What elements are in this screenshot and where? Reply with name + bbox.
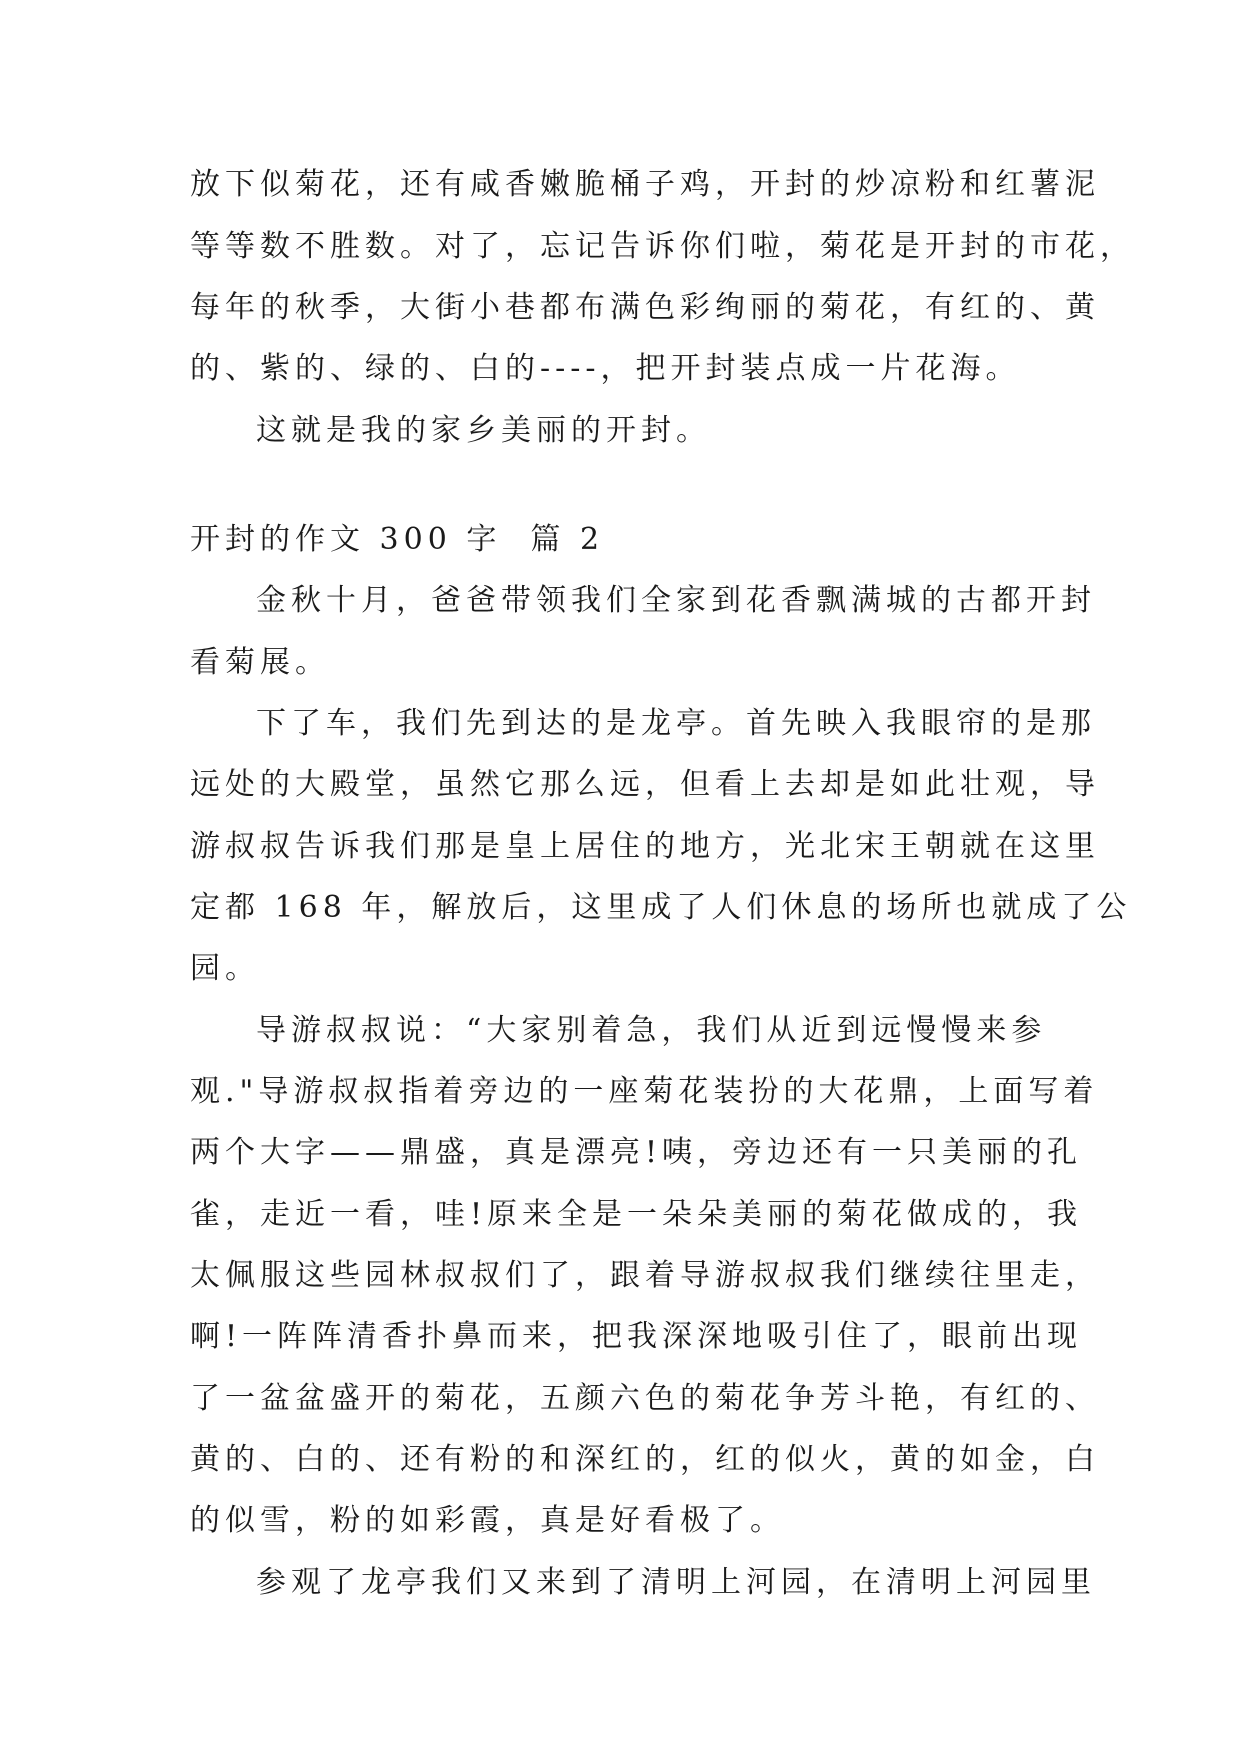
- text-line: 黄的、白的、还有粉的和深红的，红的似火，黄的如金，白: [190, 1442, 1100, 1477]
- text-line: 导游叔叔说：“大家别着急，我们从近到远慢慢来参: [256, 1013, 1047, 1048]
- text-line: 每年的秋季，大街小巷都布满色彩绚丽的菊花，有红的、黄: [190, 290, 1100, 325]
- text-line: 的、紫的、绿的、白的----，把开封装点成一片花海。: [190, 351, 1021, 386]
- text-line: 下了车，我们先到达的是龙亭。首先映入我眼帘的是那: [256, 706, 1096, 741]
- text-line: 啊!一阵阵清香扑鼻而来，把我深深地吸引住了，眼前出现: [190, 1319, 1083, 1354]
- text-line: 参观了龙亭我们又来到了清明上河园，在清明上河园里: [256, 1565, 1096, 1600]
- text-line: 太佩服这些园林叔叔们了，跟着导游叔叔我们继续往里走，: [190, 1258, 1100, 1293]
- text-line: 等等数不胜数。对了，忘记告诉你们啦，菊花是开封的市花，: [190, 229, 1135, 264]
- text-line: 金秋十月，爸爸带领我们全家到花香飘满城的古都开封: [256, 583, 1096, 618]
- section-heading: 开封的作文 300 字 篇 2: [190, 522, 605, 557]
- text-line: 了一盆盆盛开的菊花，五颜六色的菊花争芳斗艳，有红的、: [190, 1381, 1100, 1416]
- text-line: 园。: [190, 951, 260, 986]
- text-line: 看菊展。: [190, 645, 330, 680]
- text-line: 的似雪，粉的如彩霞，真是好看极了。: [190, 1503, 785, 1538]
- text-line: 放下似菊花，还有咸香嫩脆桶子鸡，开封的炒凉粉和红薯泥: [190, 167, 1100, 202]
- text-line: 观."导游叔叔指着旁边的一座菊花装扮的大花鼎，上面写着: [190, 1074, 1099, 1109]
- text-line: 雀，走近一看，哇!原来全是一朵朵美丽的菊花做成的，我: [190, 1197, 1083, 1232]
- text-line: 定都 168 年，解放后，这里成了人们休息的场所也就成了公: [190, 890, 1132, 925]
- text-line: 游叔叔告诉我们那是皇上居住的地方，光北宋王朝就在这里: [190, 829, 1100, 864]
- text-line: 远处的大殿堂，虽然它那么远，但看上去却是如此壮观，导: [190, 767, 1100, 802]
- text-line: 这就是我的家乡美丽的开封。: [256, 413, 711, 448]
- text-line: 两个大字——鼎盛，真是漂亮!咦，旁边还有一只美丽的孔: [190, 1135, 1083, 1170]
